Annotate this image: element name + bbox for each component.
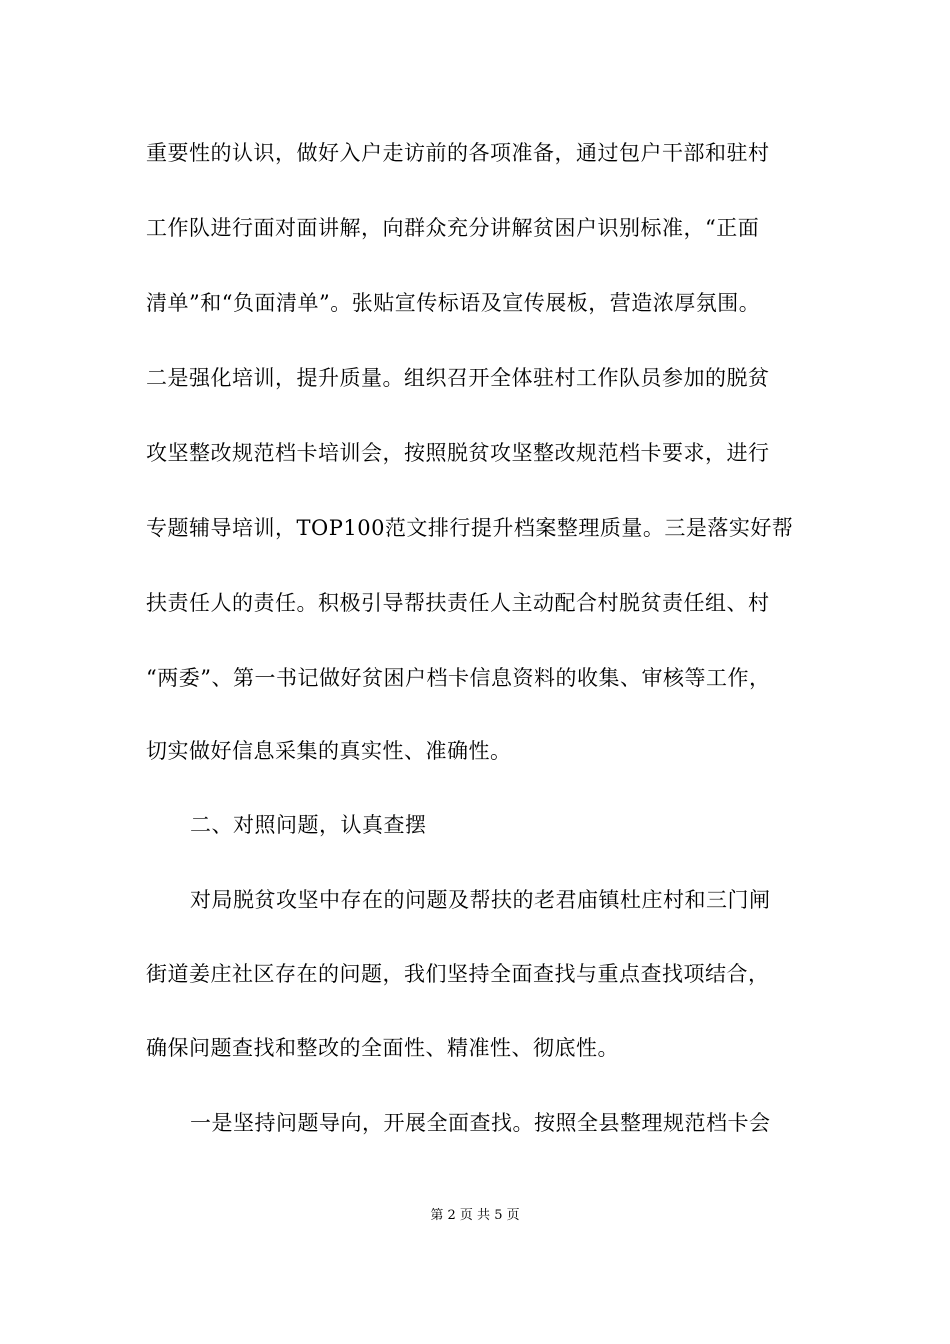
text-line-12: 街道姜庄社区存在的问题，我们坚持全面查找与重点查找项结合，: [146, 962, 770, 986]
text-line-8: “两委”、第一书记做好贫困户档卡信息资料的收集、审核等工作，: [146, 666, 771, 690]
text-line-13: 确保问题查找和整改的全面性、精准性、彻底性。: [146, 1036, 619, 1060]
text-line-3: 清单”和“负面清单”。张贴宣传标语及宣传展板，营造浓厚氛围。: [146, 291, 761, 315]
text-line-4: 二是强化培训，提升质量。组织召开全体驻村工作队员参加的脱贫: [146, 366, 770, 390]
text-line-7: 扶责任人的责任。积极引导帮扶责任人主动配合村脱贫责任组、村: [146, 591, 770, 615]
page-number-footer: 第 2 页 共 5 页: [430, 1208, 520, 1223]
text-line-1: 重要性的认识，做好入户走访前的各项准备，通过包户干部和驻村: [146, 141, 770, 165]
text-line-6: 专题辅导培训，TOP100范文排行提升档案整理质量。三是落实好帮: [146, 516, 794, 540]
text-line-11: 对局脱贫攻坚中存在的问题及帮扶的老君庙镇杜庄村和三门闸: [190, 888, 771, 912]
section-heading: 二、对照问题，认真查摆: [190, 813, 427, 837]
text-line-14: 一是坚持问题导向，开展全面查找。按照全县整理规范档卡会: [190, 1111, 771, 1135]
text-line-5: 攻坚整改规范档卡培训会，按照脱贫攻坚整改规范档卡要求，进行: [146, 441, 770, 465]
text-line-9: 切实做好信息采集的真实性、准确性。: [146, 739, 512, 763]
text-line-2: 工作队进行面对面讲解，向群众充分讲解贫困户识别标准，“正面: [146, 216, 760, 240]
